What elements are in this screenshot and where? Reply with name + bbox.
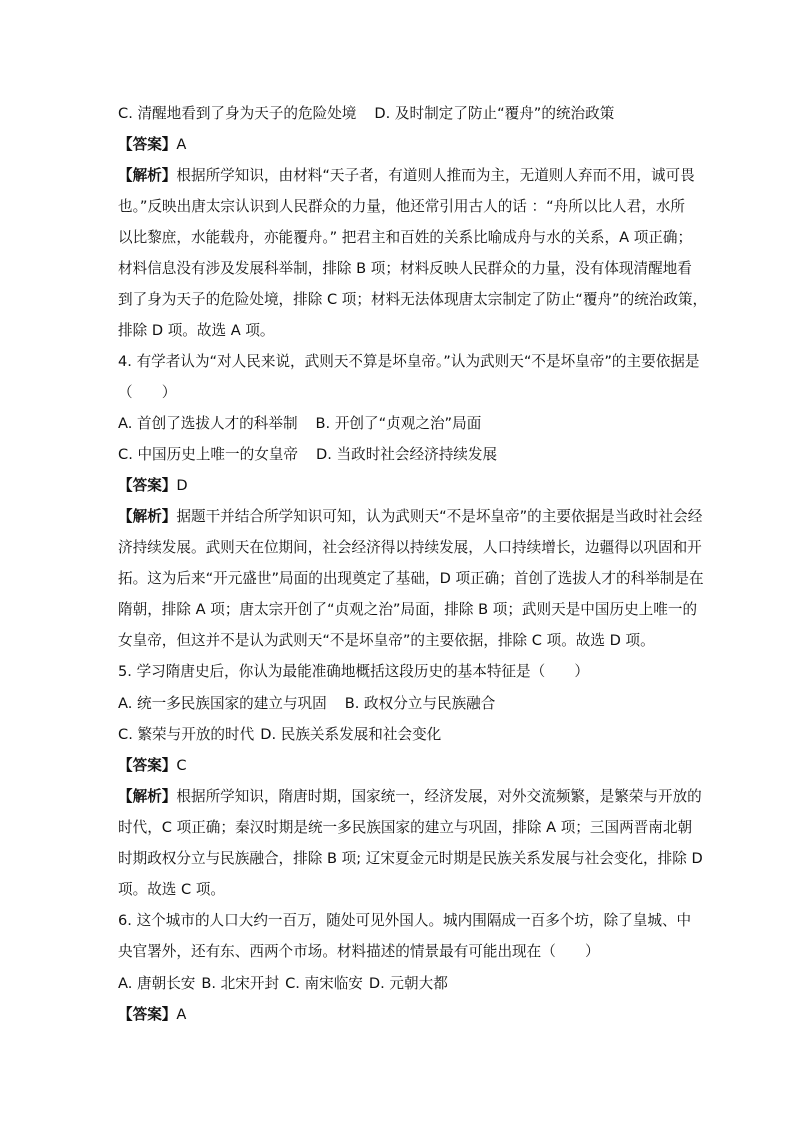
q6-answer-label: 【答案】 — [118, 1006, 177, 1023]
q3-answer — [118, 135, 678, 155]
q5-options-cd — [118, 725, 678, 745]
q3-option-c: C. 清醒地看到了身为天子的危险处境 — [118, 105, 357, 122]
q6-answer — [118, 1005, 678, 1025]
q3-analysis-line-2: 也。”反映出唐太宗认识到人民群众的力量，他还常引用古人的话 ：“舟所以比人君，水所 — [118, 198, 686, 215]
q5-analysis-label: 【解析】 — [118, 788, 177, 805]
q6-answer-value: A — [176, 1006, 187, 1023]
q4-analysis-line-2: 济持续发展。武则天在位期间，社会经济得以持续发展，人口持续增长，边疆得以巩固和开 — [118, 539, 702, 556]
q4-analysis-line-3: 拓。这为后来“开元盛世”局面的出现奠定了基础，D 项正确；首创了选拔人才的科举制是在 — [118, 570, 704, 587]
q3-options-cd — [118, 104, 678, 124]
q3-analysis-label: 【解析】 — [118, 167, 177, 184]
q3-analysis-line-6: 排除 D 项。故选 A 项。 — [118, 322, 275, 339]
q5-answer-value: C — [176, 757, 187, 774]
q3-analysis-line-3: 以比黎庶，水能载舟，亦能覆舟。” 把君主和百姓的关系比喻成舟与水的关系，A 项正确； — [118, 229, 693, 246]
q3-analysis-text-1: 根据所学知识，由材料“天子者，有道则人推而为主，无道则人弃而不用，诚可畏 — [176, 167, 695, 184]
q4-answer-value: D — [176, 477, 188, 494]
q4-analysis-line-5: 女皇帝，但这并不是认为武则天“不是坏皇帝”的主要依据，排除 C 项。故选 D 项。 — [118, 632, 655, 649]
q6-stem-line-2: 央官署外，还有东、西两个市场。材料描述的情景最有可能出现在（ ） — [118, 943, 600, 960]
q4-answer — [118, 476, 678, 496]
q6-stem-line-1: 6. 这个城市的人口大约一百万，随处可见外国人。城内围隔成一百多个坊，除了皇城、中 — [118, 912, 692, 929]
q4-option-d: D. 当政时社会经济持续发展 — [316, 446, 498, 463]
q5-answer-label: 【答案】 — [118, 757, 177, 774]
q4-analysis-text-1: 据题干并结合所学知识可知，认为武则天“不是坏皇帝”的主要依据是当政时社会经 — [176, 508, 703, 525]
q5-option-c: C. 繁荣与开放的时代 — [118, 726, 255, 743]
q6-option-a: A. 唐朝长安 — [118, 975, 196, 992]
q6-option-c: C. 南宋临安 — [285, 975, 363, 992]
q4-option-c: C. 中国历史上唯一的女皇帝 — [118, 446, 299, 463]
q3-answer-label: 【答案】 — [118, 136, 177, 153]
q4-option-a: A. 首创了选拔人才的科举制 — [118, 415, 298, 432]
q4-options-ab — [118, 414, 678, 434]
q5-option-b: B. 政权分立与民族融合 — [344, 695, 496, 712]
q5-options-ab — [118, 694, 678, 714]
q3-answer-value: A — [176, 136, 187, 153]
q4-stem-line-2: （ ） — [118, 384, 177, 401]
q5-option-a: A. 统一多民族国家的建立与巩固 — [118, 695, 327, 712]
q3-option-d: D. 及时制定了防止“覆舟”的统治政策 — [374, 105, 615, 122]
q4-option-b: B. 开创了“贞观之治”局面 — [315, 415, 482, 432]
q4-analysis-line-4: 隋朝，排除 A 项；唐太宗开创了“贞观之治”局面，排除 B 项；武则天是中国历史上唯一的 — [118, 601, 698, 618]
q5-analysis-line-2: 时代，C 项正确；秦汉时期是统一多民族国家的建立与巩固，排除 A 项；三国两晋南北朝 — [118, 819, 693, 836]
q5-analysis-line-4: 项。故选 C 项。 — [118, 881, 226, 898]
q5-option-d: D. 民族关系发展和社会变化 — [260, 726, 442, 743]
q6-option-d: D. 元朝大都 — [368, 975, 448, 992]
q4-analysis-line-1 — [118, 507, 703, 527]
q4-stem-line-1: 4. 有学者认为“对人民来说，武则天不算是坏皇帝。”认为武则天“不是坏皇帝”的主要依据是 — [118, 353, 700, 370]
q5-analysis-text-1: 根据所学知识，隋唐时期，国家统一，经济发展，对外交流频繁，是繁荣与开放的 — [176, 788, 702, 805]
q3-analysis-line-5: 到了身为天子的危险处境，排除 C 项；材料无法体现唐太宗制定了防止“覆舟”的统治政策， — [118, 291, 708, 308]
q5-answer — [118, 756, 678, 776]
q4-options-cd — [118, 445, 678, 465]
q6-options — [118, 974, 678, 994]
q3-analysis-line-1 — [118, 166, 695, 186]
q5-analysis-line-1 — [118, 787, 702, 807]
q4-analysis-label: 【解析】 — [118, 508, 177, 525]
q6-option-b: B. 北宋开封 — [201, 975, 280, 992]
q4-answer-label: 【答案】 — [118, 477, 177, 494]
q5-analysis-line-3: 时期政权分立与民族融合，排除 B 项; 辽宋夏金元时期是民族关系发展与社会变化，排除 D — [118, 850, 703, 867]
q5-stem: 5. 学习隋唐史后，你认为最能准确地概括这段历史的基本特征是（ ） — [118, 663, 589, 680]
q3-analysis-line-4: 材料信息没有涉及发展科举制，排除 B 项；材料反映人民群众的力量，没有体现清醒地看 — [118, 260, 692, 277]
